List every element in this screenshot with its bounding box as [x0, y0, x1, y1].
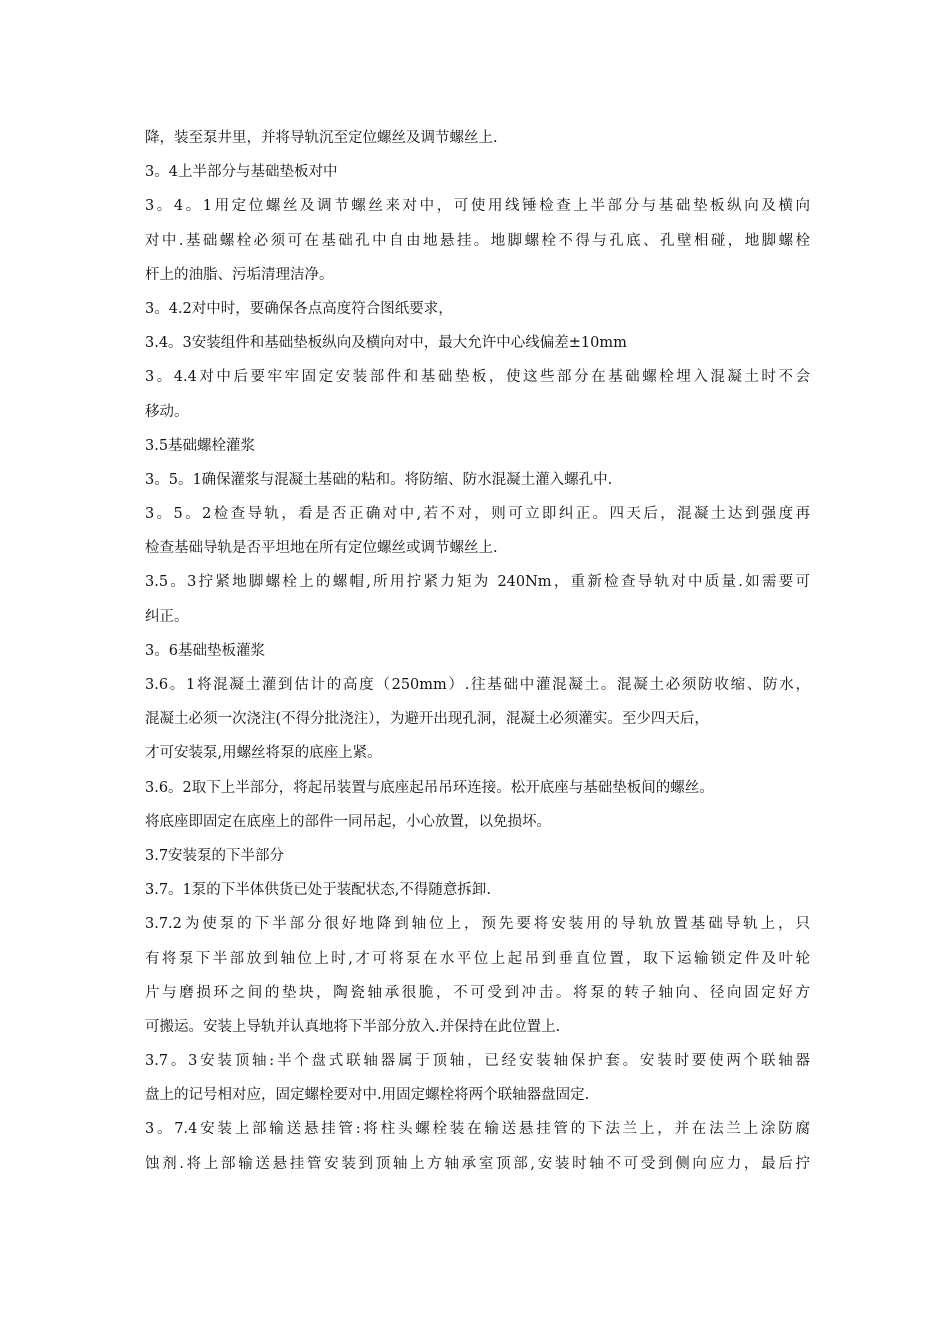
text-line: 3.5基础螺栓灌浆 [145, 437, 256, 454]
document-body [145, 121, 810, 1181]
text-line: 有将泵下半部放到轴位上时,才可将泵在水平位上起吊到垂直位置，取下运输锁定件及叶轮 [145, 950, 810, 967]
text-line: 3。5。1确保灌浆与混凝土基础的粘和。将防缩、防水混凝土灌入螺孔中. [145, 471, 613, 488]
text-line: 3。4上半部分与基础垫板对中 [145, 164, 338, 181]
text-line: 3。4.4对中后要牢牢固定安装部件和基础垫板，使这些部分在基础螺栓埋入混凝土时不会 [145, 369, 810, 386]
text-line: 3。6基础垫板灌浆 [145, 642, 265, 659]
text-line: 3。4.2对中时，要确保各点高度符合图纸要求， [145, 300, 453, 317]
text-line: 3.5。3拧紧地脚螺栓上的螺帽,所用拧紧力矩为 240Nm，重新检查导轨对中质量.如需要可 [145, 574, 810, 591]
text-line: 3.6。2取下上半部分，将起吊装置与底座起吊吊环连接。松开底座与基础垫板间的螺丝。 [145, 779, 714, 796]
text-line: 对中.基础螺栓必须可在基础孔中自由地悬挂。地脚螺栓不得与孔底、孔壁相碰，地脚螺栓 [145, 232, 810, 249]
text-line: 3。4。1用定位螺丝及调节螺丝来对中，可使用线锤检查上半部分与基础垫板纵向及横向 [145, 198, 810, 215]
text-line: 3.7安装泵的下半部分 [145, 847, 285, 864]
text-line: 3.7。1泵的下半体供货已处于装配状态,不得随意拆卸. [145, 882, 492, 899]
text-line: 移动。 [145, 403, 189, 420]
text-line: 纠正。 [145, 608, 189, 625]
text-line: 才可安装泵,用螺丝将泵的底座上紧。 [145, 745, 382, 762]
text-line: 3。7.4安装上部输送悬挂管:将柱头螺栓装在输送悬挂管的下法兰上，并在法兰上涂防腐 [145, 1121, 810, 1138]
text-line: 3。5。2检查导轨，看是否正确对中,若不对，则可立即纠正。四天后，混凝土达到强度再 [145, 506, 810, 523]
text-line: 将底座即固定在底座上的部件一同吊起，小心放置，以免损坏。 [145, 813, 551, 830]
text-line: 检查基础导轨是否平坦地在所有定位螺丝或调节螺丝上. [145, 540, 498, 557]
text-line: 降，装至泵井里，并将导轨沉至定位螺丝及调节螺丝上. [145, 130, 498, 146]
text-line: 盘上的记号相对应，固定螺栓要对中.用固定螺栓将两个联轴器盘固定. [145, 1087, 590, 1104]
text-line: 3.7.2为使泵的下半部分很好地降到轴位上，预先要将安装用的导轨放置基础导轨上，只 [145, 916, 810, 933]
text-line: 混凝土必须一次浇注(不得分批浇注），为避开出现孔洞，混凝土必须灌实。至少四天后， [145, 711, 709, 728]
text-line: 3.6。1将混凝土灌到估计的高度（250mm）.往基础中灌混凝土。混凝土必须防收缩、防水， [145, 677, 810, 693]
text-line: 3.4。3安装组件和基础垫板纵向及横向对中，最大允许中心线偏差±10mm [145, 335, 627, 352]
text-line: 蚀剂.将上部输送悬挂管安装到顶轴上方轴承室顶部,安装时轴不可受到侧向应力，最后拧 [145, 1155, 810, 1172]
text-line: 可搬运。安装上导轨并认真地将下半部分放入.并保持在此位置上. [145, 1018, 561, 1035]
text-line: 杆上的油脂、污垢清理洁净。 [145, 266, 334, 283]
text-line: 3.7。3安装顶轴:半个盘式联轴器属于顶轴，已经安装轴保护套。安装时要使两个联轴器 [145, 1053, 810, 1070]
text-line: 片与磨损环之间的垫块，陶瓷轴承很脆，不可受到冲击。将泵的转子轴向、径向固定好方 [145, 984, 810, 1001]
